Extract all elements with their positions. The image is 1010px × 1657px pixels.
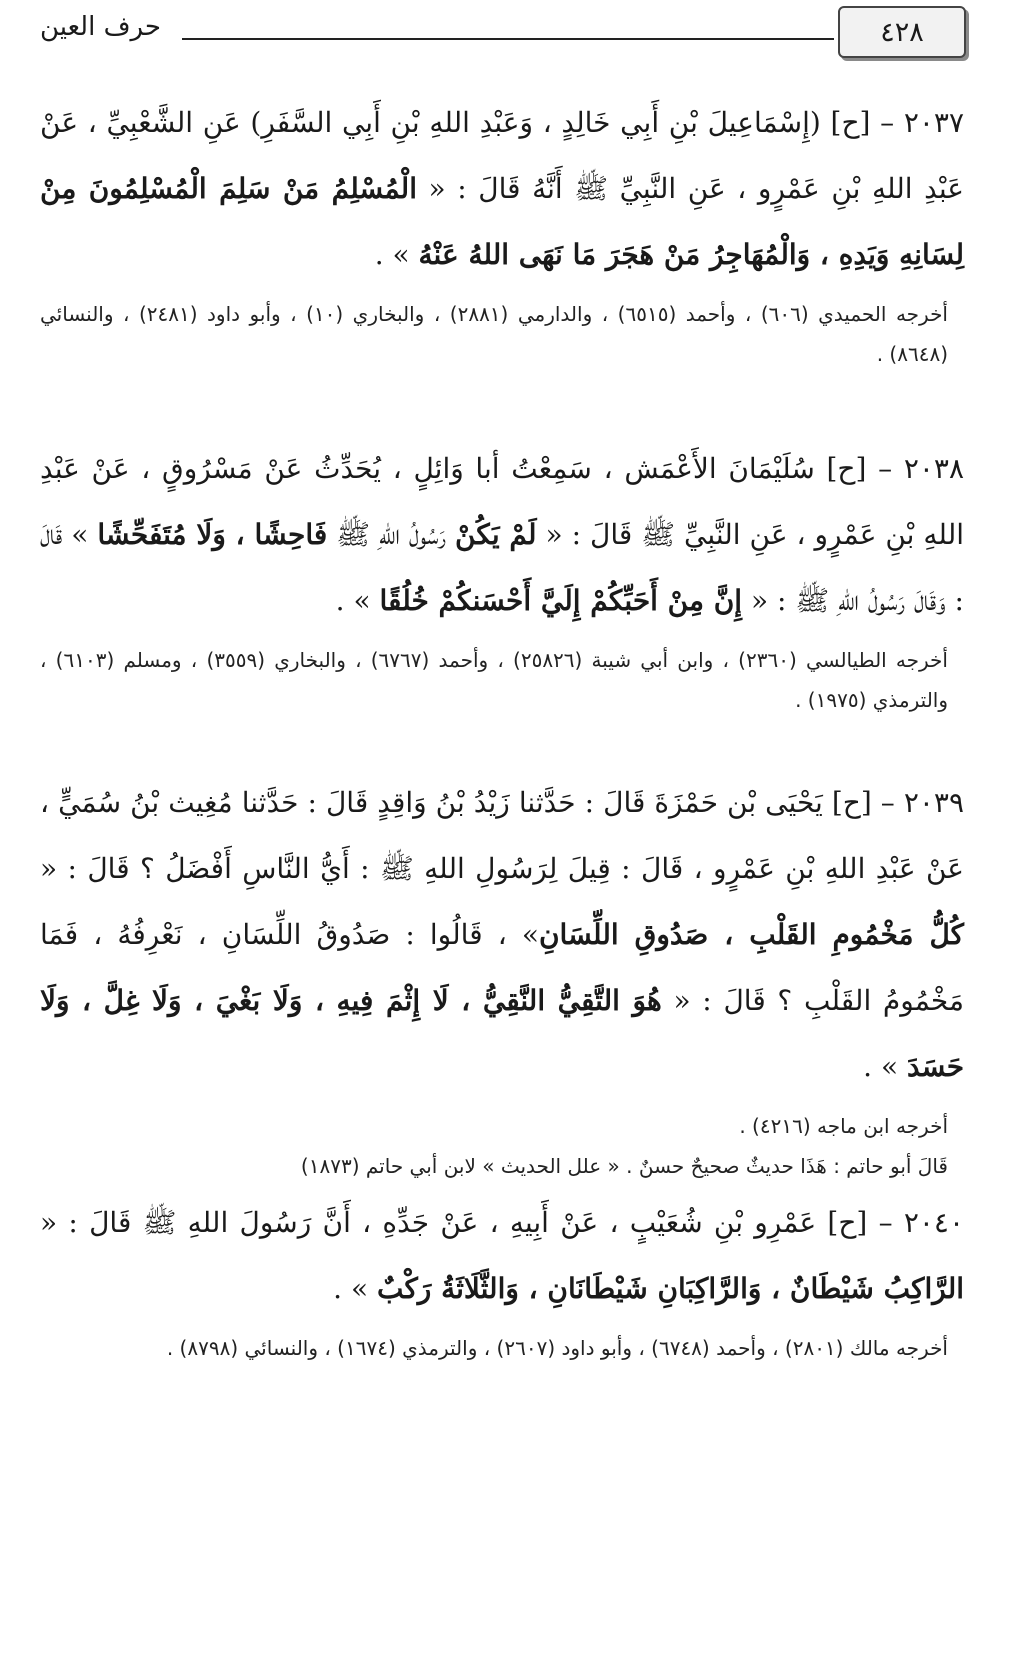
- closing-text: » .: [333, 1272, 377, 1305]
- takhrij-note: أخرجه مالك (٢٨٠١) ، وأحمد (٦٧٤٨) ، وأبو داود (٢٦٠٧) ، والترمذي (١٦٧٤) ، والنسائي (٨٧٩٨) .: [166, 1336, 948, 1360]
- grading-note: قَالَ أبو حاتم : هَذَا حديثٌ صحيحٌ حسنٌ . « علل الحديث » لابن أبي حاتم (١٨٧٣): [300, 1154, 948, 1178]
- matn-bold-text: الرَّاكِبُ شَيْطَانٌ ، وَالرَّاكِبَانِ شَيْطَانَانِ ، وَالثَّلَاثَةُ رَكْبٌ: [376, 1272, 964, 1305]
- hadith-number: ٢٠٣٧: [903, 106, 964, 139]
- chapter-title: حرف العين: [40, 12, 161, 42]
- hadith-number: ٢٠٣٨: [903, 452, 964, 485]
- hadith-entry-2037: [40, 90, 964, 374]
- hadith-entry-2039: [40, 770, 964, 1186]
- takhrij-note: أخرجه ابن ماجه (٤٢١٦) .: [739, 1114, 948, 1138]
- hadith-text: [40, 1190, 964, 1322]
- inline-text: » قَالَ : وَقَالَ رَسُولُ اللهِ ﷺ : «: [40, 518, 964, 617]
- hadith-entry-2038: [40, 436, 964, 720]
- hadith-text: [40, 770, 964, 1100]
- hadith-entry-2040: [40, 1190, 964, 1368]
- isnad-text: [ح] عَمْرِو بْنِ شُعَيْبٍ ، عَنْ أَبِيهِ ، عَنْ جَدِّهِ ، أَنَّ رَسُولَ اللهِ ﷺ قَالَ : «: [40, 1206, 868, 1239]
- matn-bold-text: فَاحِشًا ، وَلَا مُتَفَحِّشًا: [97, 518, 328, 551]
- matn-bold-text: لَمْ يَكُنْ: [455, 518, 537, 551]
- isnad-text: [ح] (إِسْمَاعِيلَ بْنِ أَبِي خَالِدٍ ، وَعَبْدِ اللهِ بْنِ أَبِي السَّفَرِ) عَنِ الشَّعْبِيِّ ، عَنْ عَبْدِ اللهِ بْنِ عَمْرٍو ، عَنِ النَّبِيِّ ﷺ أَنَّهُ قَالَ : «: [40, 106, 965, 205]
- takhrij-note: أخرجه الطيالسي (٢٣٦٠) ، وابن أبي شيبة (٢٥٨٢٦) ، وأحمد (٦٧٦٧) ، والبخاري (٣٥٥٩) ، ومسلم (٦١٠٣) ، والترمذي (١٩٧٥) .: [40, 648, 948, 712]
- inline-text: رَسُولُ اللهِ ﷺ: [327, 518, 456, 551]
- closing-text: » .: [374, 238, 419, 271]
- hadith-text: [40, 436, 964, 634]
- number-dash: –: [866, 452, 904, 485]
- closing-text: » .: [863, 1050, 908, 1083]
- matn-bold-text: إِنَّ مِنْ أَحَبِّكُمْ إِلَيَّ أَحْسَنكُمْ خُلُقًا: [379, 584, 743, 617]
- matn-bold-text: كُلُّ مَخْمُومِ القَلْبِ ، صَدُوقِ اللِّسَانِ: [538, 918, 965, 951]
- page-number: ٤٢٨: [880, 16, 924, 48]
- page-number-box: [838, 6, 966, 58]
- isnad-text: [ح] سُلَيْمَانَ الأَعْمَش ، سَمِعْتُ أبا وَائِلٍ ، يُحَدِّثُ عَنْ مَسْرُوقٍ ، عَنْ عَبْدِ اللهِ بْنِ عَمْرٍو ، عَنِ النَّبِيِّ ﷺ قَالَ : «: [40, 452, 965, 551]
- matn-bold-text: الْمُسْلِمُ مَنْ سَلِمَ الْمُسْلِمُونَ مِنْ لِسَانِهِ وَيَدِهِ ، وَالْمُهَاجِرُ مَنْ هَجَرَ مَا نَهَى اللهُ عَنْهُ: [40, 172, 964, 271]
- isnad-text: [ح] يَحْيَى بْن حَمْزَةَ قَالَ : حَدَّثنا زَيْدُ بْنُ وَاقِدٍ قَالَ : حَدَّثنا مُغِيث بْنُ سُمَيٍّ ، عَنْ عَبْدِ اللهِ بْنِ عَمْرٍو ، قَالَ : قِيلَ لِرَسُولِ اللهِ ﷺ : أَيُّ النَّاسِ أَفْضَلُ ؟ قَالَ : «: [40, 786, 964, 885]
- hadith-number: ٢٠٣٩: [903, 786, 964, 819]
- matn-bold-text: هُوَ التَّقِيُّ النَّقِيُّ ، لَا إِثْمَ فِيهِ ، وَلَا بَغْيَ ، وَلَا غِلَّ ، وَلَا حَسَدَ: [40, 984, 964, 1083]
- hadith-text: [40, 90, 964, 288]
- takhrij-note: أخرجه الحميدي (٦٠٦) ، وأحمد (٦٥١٥) ، والدارمي (٢٨٨١) ، والبخاري (١٠) ، وأبو داود (٢٤٨١) ، والنسائي (٨٦٤٨) .: [40, 302, 948, 366]
- inline-text: » ، قَالُوا : صَدُوقُ اللِّسَانِ ، نَعْرِفُهُ ، فَمَا مَخْمُومُ القَلْبِ ؟ قَالَ : «: [40, 918, 964, 1017]
- hadith-number: ٢٠٤٠: [903, 1206, 964, 1239]
- number-dash: –: [870, 106, 904, 139]
- number-dash: –: [871, 786, 904, 819]
- closing-text: » .: [335, 584, 380, 617]
- number-dash: –: [867, 1206, 904, 1239]
- header-rule: [182, 38, 834, 40]
